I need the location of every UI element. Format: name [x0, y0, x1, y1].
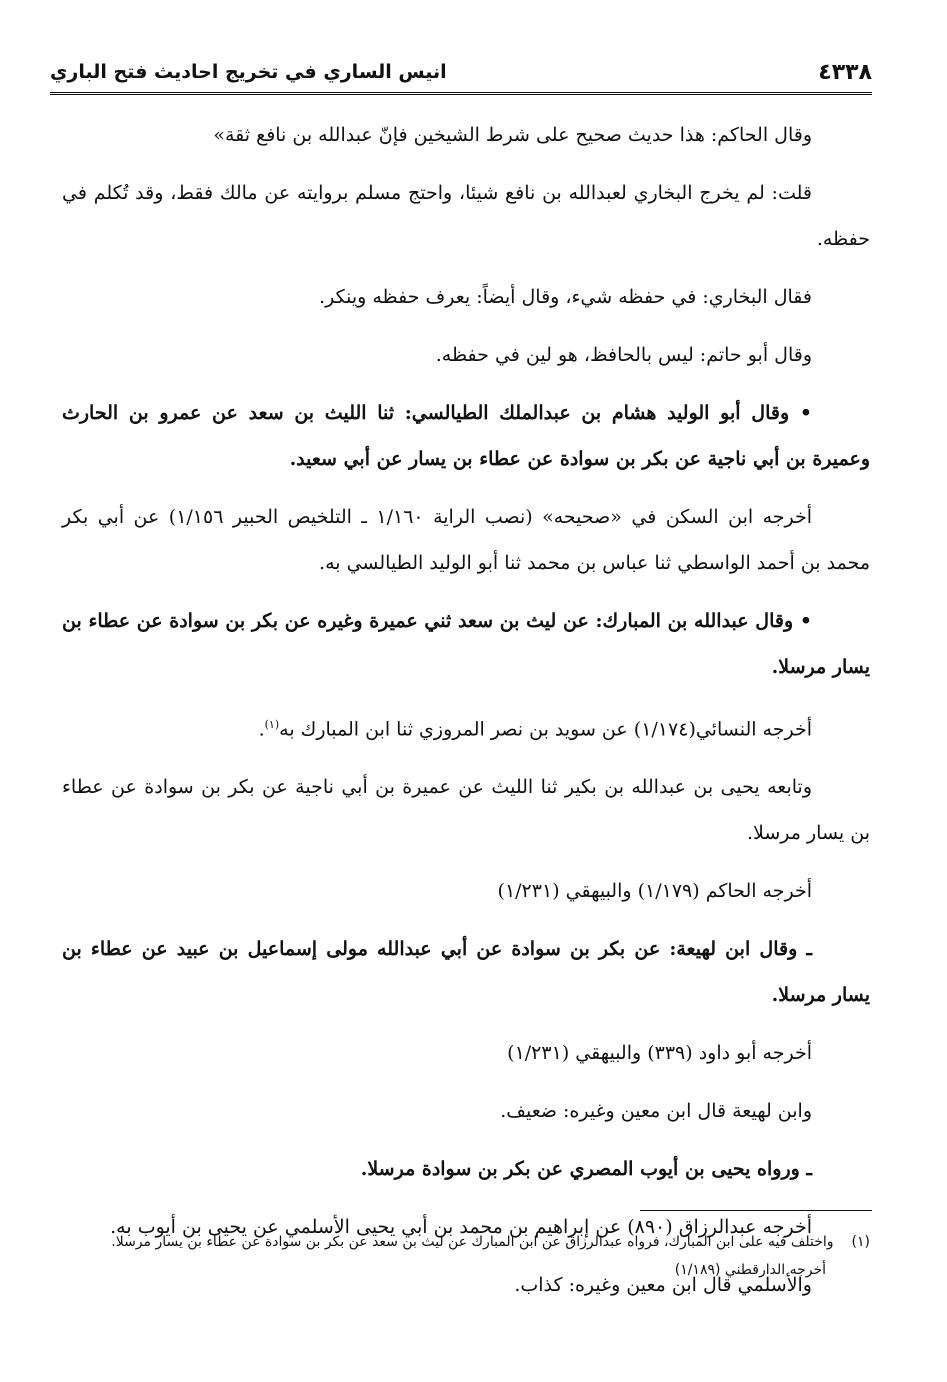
footnote-number: (١) — [851, 1234, 870, 1250]
page-body — [62, 112, 870, 1320]
paragraph: فقال البخاري: في حفظه شيء، وقال أيضاً: يعرف حفظه وينكر. — [319, 286, 812, 308]
page-header — [50, 52, 872, 95]
page-number: ٤٣٣٨ — [818, 59, 872, 85]
paragraph: ـ ورواه يحيى بن أيوب المصري عن بكر بن سوادة مرسلا. — [360, 1158, 812, 1181]
paragraph: أخرجه الحاكم (١/١٧٩) والبيهقي (١/٢٣١) — [497, 880, 812, 903]
paragraph: أخرجه ابن السكن في «صحيحه» (نصب الراية ١/١٦٠ ـ التلخيص الحبير ١/١٥٦) عن أبي بكر محمد بن أحمد الواسطي ثنا عباس بن محمد ثنا أبو الوليد الطيالسي به. — [62, 506, 870, 574]
paragraph: وتابعه يحيى بن عبدالله بن بكير ثنا الليث عن عميرة بن أبي ناجية عن بكر بن سوادة عن عطاء بن يسار مرسلا. — [62, 776, 870, 845]
paragraph-end-mark: . — [258, 718, 265, 741]
footnote-divider — [640, 1210, 872, 1211]
paragraph: وابن لهيعة قال ابن معين وغيره: ضعيف. — [500, 1100, 812, 1123]
footnotes — [62, 1228, 870, 1284]
paragraph: أخرجه أبو داود (٣٣٩) والبيهقي (١/٢٣١) — [507, 1042, 812, 1065]
footnote — [62, 1228, 870, 1256]
paragraph-bulleted: • وقال عبدالله بن المبارك: عن ليث بن سعد ثني عميرة وغيره عن بكر بن سوادة عن عطاء بن يسار مرسلا. — [62, 598, 870, 690]
paragraph: ـ وقال ابن لهيعة: عن بكر بن سوادة عن أبي عبدالله مولى إسماعيل بن عبيد عن عطاء بن يسار مرسلا. — [62, 938, 870, 1007]
paragraph: وقال الحاكم: هذا حديث صحيح على شرط الشيخين فإنّ عبدالله بن نافع ثقة» — [213, 124, 812, 146]
paragraph-bulleted: • وقال أبو الوليد هشام بن عبدالملك الطيالسي: ثنا الليث بن سعد عن عمرو بن الحارث وعميرة بن أبي ناجية عن بكر بن سوادة عن عطاء بن يسار عن أبي سعيد. — [62, 390, 870, 482]
footnote-ref: (١) — [264, 718, 280, 731]
paragraph-text: أخرجه النسائي(١/١٧٤) عن سويد بن نصر المروزي ثنا ابن المبارك به — [279, 718, 812, 741]
footnote-text: واختلف فيه على ابن المبارك، فرواه عبدالرزاق عن ابن المبارك عن ليث بن سعد عن بكر بن سوادة عن عطاء بن يسار مرسلا. — [111, 1234, 834, 1250]
paragraph: أخرجه عبدالرزاق (٨٩٠) عن إبراهيم بن محمد بن أبي يحيى الأسلمي عن يحيى بن أيوب به. — [110, 1216, 812, 1239]
paragraph: قلت: لم يخرج البخاري لعبدالله بن نافع شيئا، واحتج مسلم بروايته عن مالك فقط، وقد تُكلم في حفظه. — [62, 182, 870, 250]
paragraph: وقال أبو حاتم: ليس بالحافظ، هو لين في حفظه. — [435, 344, 812, 366]
paragraph-with-footnote-ref — [62, 702, 870, 752]
book-title: انيس الساري في تخريج احاديث فتح الباري — [50, 61, 447, 83]
footnote-reference: أخرجه الدارقطني (١/١٨٩) — [674, 1262, 826, 1278]
paragraph: والأسلمي قال ابن معين وغيره: كذاب. — [514, 1274, 812, 1297]
